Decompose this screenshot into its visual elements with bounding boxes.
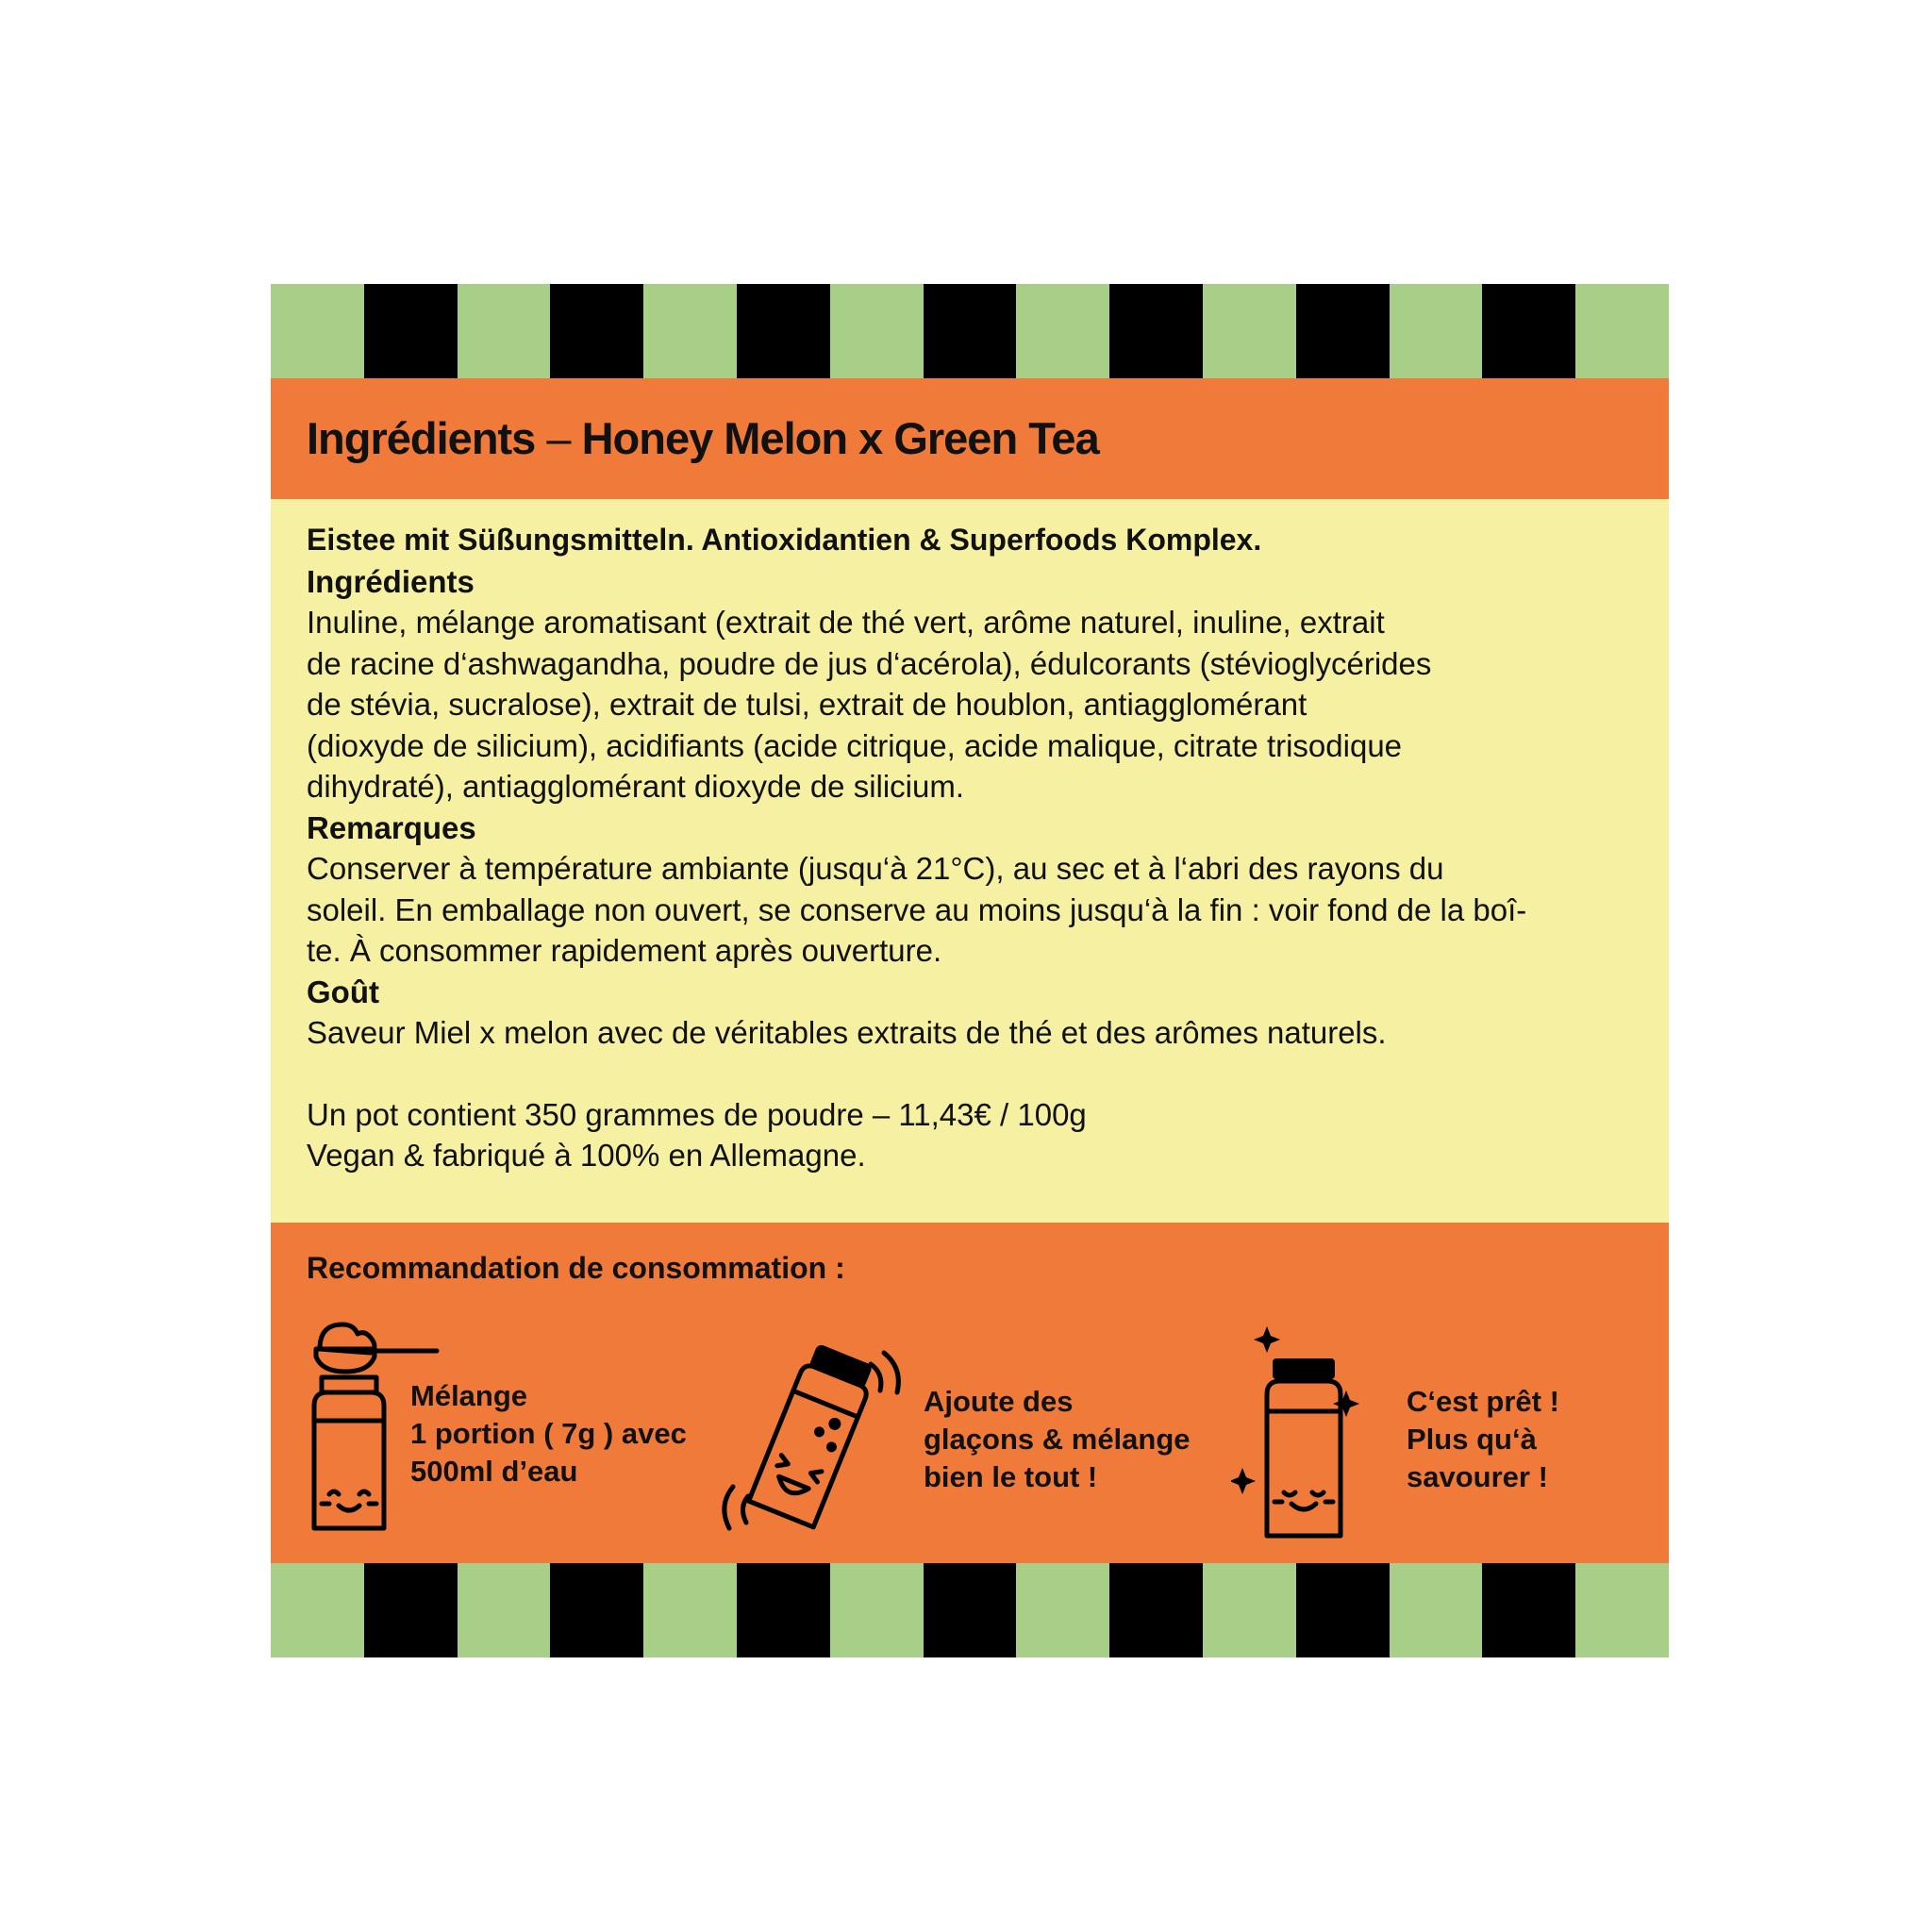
ingredients-line: (dioxyde de silicium), acidifiants (acide citrique, acide malique, citrate trisodique <box>307 727 1403 763</box>
stripe-cell <box>271 1563 364 1657</box>
stripe-cell <box>1203 1563 1296 1657</box>
stripe-cell <box>924 284 1017 378</box>
stripe-cell <box>737 1563 830 1657</box>
ingredients-heading: Ingrédients <box>307 563 475 599</box>
stripe-cell <box>1016 284 1109 378</box>
step-ready-text: C‘est prêt ! Plus qu‘à savourer ! <box>1407 1385 1559 1493</box>
ingredients-line: Inuline, mélange aromatisant (extrait de thé vert, arôme naturel, inuline, extrait <box>307 605 1385 640</box>
step-ice-text: Ajoute des glaçons & mélange bien le tout ! <box>924 1385 1191 1493</box>
stripe-cell <box>1296 284 1390 378</box>
stripe-cell <box>364 284 458 378</box>
step-mix-text: Mélange 1 portion ( 7g ) avec 500ml d’eau <box>410 1379 687 1488</box>
remarks-line: te. À consommer rapidement après ouverture. <box>307 933 942 968</box>
pot-content-text: Un pot contient 350 grammes de poudre – 11,43€ / 100g <box>307 1096 1087 1132</box>
stripe-cell <box>1482 284 1575 378</box>
taste-text: Saveur Miel x melon avec de véritables extraits de thé et des arômes naturels. <box>307 1015 1387 1050</box>
page-title <box>307 412 1099 464</box>
remarks-line: Conserver à température ambiante (jusqu‘à 21°C), au sec et à l‘abri des rayons du <box>307 851 1444 886</box>
ingredients-line: de racine d‘ashwagandha, poudre de jus d‘acérola), édulcorants (stévioglycérides <box>307 645 1432 681</box>
title-separator: – <box>546 413 571 463</box>
stripe-cell <box>1109 1563 1203 1657</box>
taste-heading: Goût <box>307 974 379 1009</box>
stripe-cell <box>550 284 643 378</box>
stripe-cell <box>458 1563 551 1657</box>
stripe-cell <box>1016 1563 1109 1657</box>
stripe-cell <box>643 284 737 378</box>
recommendation-title: Recommandation de consommation : <box>307 1251 845 1285</box>
bottom-stripe-band <box>271 1563 1669 1657</box>
info-panel <box>271 499 1669 1223</box>
stripe-cell <box>1575 284 1669 378</box>
stripe-cell <box>550 1563 643 1657</box>
ingredients-line: de stévia, sucralose), extrait de tulsi, extrait de houblon, antiagglomérant <box>307 687 1307 722</box>
title-left: Ingrédients <box>307 413 536 463</box>
remarks-line: soleil. En emballage non ouvert, se conserve au moins jusqu‘à la fin : voir fond de la boî- <box>307 891 1527 927</box>
remarks-heading: Remarques <box>307 809 476 845</box>
stripe-cell <box>364 1563 458 1657</box>
stripe-cell <box>830 1563 924 1657</box>
stripe-cell <box>643 1563 737 1657</box>
vegan-text: Vegan & fabriqué à 100% en Allemagne. <box>307 1138 866 1173</box>
stripe-cell <box>1296 1563 1390 1657</box>
product-info-card <box>271 284 1669 1657</box>
product-description: Eistee mit Süßungsmitteln. Antioxidantien & Superfoods Komplex. <box>307 523 1262 557</box>
title-band <box>271 378 1669 499</box>
stripe-cell <box>1109 284 1203 378</box>
stripe-cell <box>1575 1563 1669 1657</box>
stripe-cell <box>1390 284 1483 378</box>
stripe-cell <box>458 284 551 378</box>
recommendation-panel <box>271 1223 1669 1563</box>
stripe-cell <box>830 284 924 378</box>
stripe-cell <box>1390 1563 1483 1657</box>
stripe-cell <box>271 284 364 378</box>
top-stripe-band <box>271 284 1669 378</box>
stripe-cell <box>737 284 830 378</box>
shaking-bottle-icon <box>714 1345 912 1539</box>
sparkling-bottle-icon <box>1231 1326 1373 1543</box>
title-right: Honey Melon x Green Tea <box>581 413 1099 463</box>
stripe-cell <box>924 1563 1017 1657</box>
stripe-cell <box>1482 1563 1575 1657</box>
ingredients-line: dihydraté), antiagglomérant dioxyde de silicium. <box>307 769 965 804</box>
stripe-cell <box>1203 284 1296 378</box>
